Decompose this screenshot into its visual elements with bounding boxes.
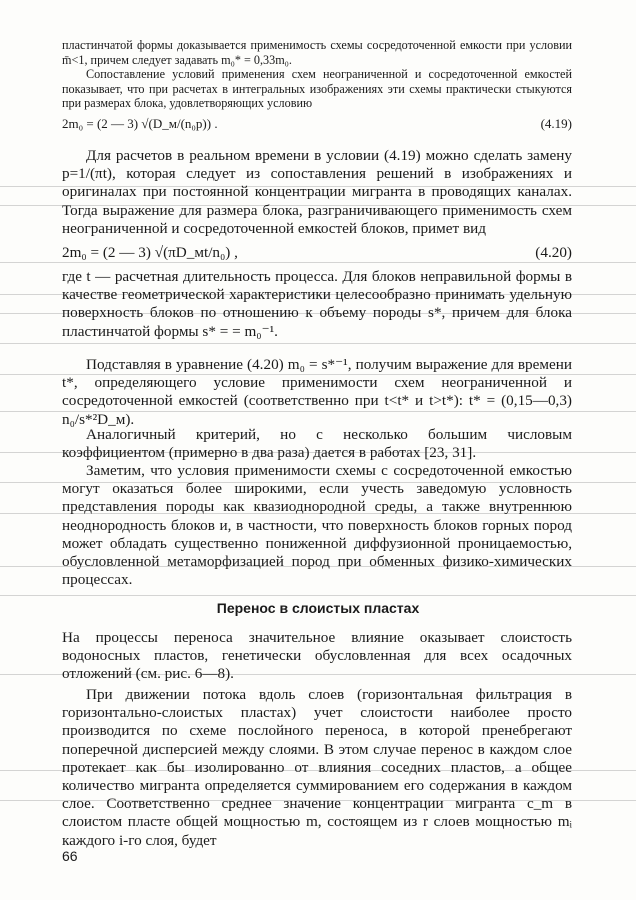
section-heading: Перенос в слоистых пластах: [216, 600, 420, 616]
paragraph-7: При движении потока вдоль слоев (горизонтальная фильтрация в горизонтально-слоистых пластах) учет слоистости наиболее просто производится по схеме послойного переноса, в которой пренебрегают поперечной дисперсией между слоями. В этом случае перенос в каждом слое протекает как бы изолированно от влияния соседних пластов, а общее количество мигранта определяется суммированием его содержания в каждом слое. Соответственно среднее значение концентрации мигранта c_m в слоистом пласте общей мощностью m, состоящем из r слоев мощностью mᵢ каждого i-го слоя, будет: [62, 686, 572, 849]
equation-4-20-number: (4.20): [535, 244, 572, 261]
paragraph-5: Заметим, что условия применимости схемы с сосредоточенной емкостью могут оказаться более широкими, если учесть заведомую условность представления породы как квазиоднородной среды, а также внутреннюю неоднородность блоков и, в частности, что поверхность блоков горных пород может обладать существенно пониженной диффузионной проницаемостью, обусловленной метаморфизацией пород при обменных физико-химических процессах.: [62, 462, 572, 589]
equation-4-19-number: (4.19): [540, 116, 572, 131]
page-number: 66: [62, 848, 78, 864]
paragraph-2: где t — расчетная длительность процесса. Для блоков неправильной формы в качестве геометрической характеристики целесообразно принимать удельную поверхность блоков по отношению к объему породы s*, причем для блока пластинчатой формы s* = = m₀⁻¹.: [62, 268, 572, 340]
top-paragraph-1: пластинчатой формы доказывается применимость схемы сосредоточенной емкости при условии m̄<1, причем следует задавать m₀* = 0,33m₀.: [62, 38, 572, 67]
equation-4-19: [62, 117, 572, 132]
paragraph-1: Для расчетов в реальном времени в условии (4.19) можно сделать замену p=1/(πt), которая следует из сопоставления решений в изображениях и оригиналах при постоянной концентрации мигранта в проводящих каналах. Тогда выражение для размера блока, разграничивающего применимость схем неограниченной и сосредоточенной емкостей блоков, примет вид: [62, 147, 572, 237]
top-paragraph-2: Сопоставление условий применения схем неограниченной и сосредоточенной емкостей показывает, что при расчетах в интегральных изображениях эти схемы практически стыкуются при размерах блока, удовлетворяющих условию: [62, 67, 572, 111]
equation-4-19-formula: 2m₀ = (2 — 3) √(D_м/(n₀p)) .: [62, 116, 218, 131]
paragraph-6: На процессы переноса значительное влияние оказывает слоистость водоносных пластов, генетически обусловленная для всех осадочных отложений (см. рис. 6—8).: [62, 629, 572, 683]
equation-4-20-formula: 2m₀ = (2 — 3) √(πD_мt/n₀) ,: [62, 244, 238, 261]
paragraph-3: Подставляя в уравнение (4.20) m₀ = s*⁻¹, получим выражение для времени t*, определяющего условие применимости схем неограниченной и сосредоточенной емкостей (соответственно при t<t* и t>t*): t* = (0,15—0,3) n₀/s*²D_м).: [62, 356, 572, 428]
top-paragraph: [62, 38, 572, 111]
paragraph-4: Аналогичный критерий, но с несколько большим числовым коэффициентом (примерно в два раза) дается в работах [23, 31].: [62, 426, 572, 462]
equation-4-20: [62, 244, 572, 262]
